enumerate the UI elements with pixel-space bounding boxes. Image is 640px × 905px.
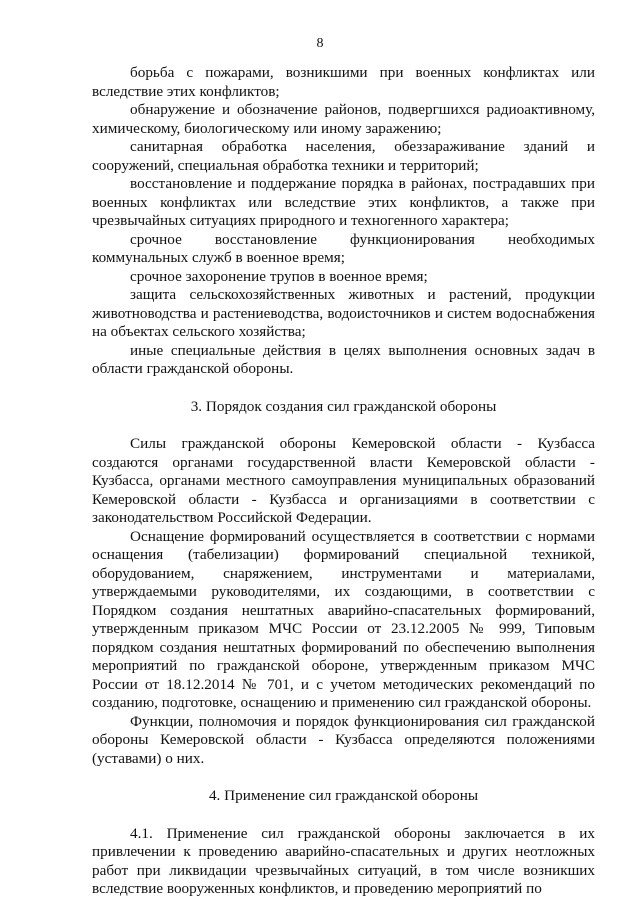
intro-list (92, 64, 595, 379)
section-4-paragraph: 4.1. Применение сил гражданской обороны заключается в их привлечении к проведению аварийно-спасательных и других неотложных работ при ликвидации чрезвычайных ситуаций, в том числе возникших вследствие вооруженных конфликтов, и проведению мероприятий по (92, 824, 595, 897)
section-3-paragraph: Оснащение формирований осуществляется в соответствии с нормами оснащения (табелизации) формирований специальной техникой, оборудованием, снаряжением, инструментами и материалами, утверждаемыми руководителями, их создающими, в соответствии с Порядком создания нештатных аварийно-спасательных формирований, утвержденным приказом МЧС России от 23.12.2005 № 999, Типовым порядком создания нештатных формирований по обеспечению выполнения мероприятий по гражданской обороне, утвержденным приказом МЧС России от 18.12.2014 № 701, и с учетом методических рекомендаций по созданию, подготовке, оснащению и применению сил гражданской обороны. (92, 527, 595, 711)
section-3-paragraph: Силы гражданской обороны Кемеровской области - Кузбасса создаются органами государственной власти Кемеровской области - Кузбасса, органами местного самоуправления муниципальных образований Кемеровской области - Кузбасса и организациями в соответствии с законодательством Российской Федерации. (92, 435, 595, 526)
section-3-heading: 3. Порядок создания сил гражданской обороны (190, 397, 497, 415)
section-4-heading: 4. Применение сил гражданской обороны (208, 787, 479, 804)
intro-paragraph: иные специальные действия в целях выполнения основных задач в области гражданской обороны. (92, 341, 595, 377)
section-3-paragraph: Функции, полномочия и порядок функционирования сил гражданской обороны Кемеровской области - Кузбасса определяются положениями (уставами) о них. (92, 712, 595, 767)
intro-paragraph: обнаружение и обозначение районов, подвергшихся радиоактивному, химическому, биологическому или иному заражению; (92, 101, 595, 137)
intro-paragraph: срочное захоронение трупов в военное время; (130, 267, 428, 285)
intro-paragraph: борьба с пожарами, возникшими при военных конфликтах или вследствие этих конфликтов; (92, 64, 595, 100)
intro-paragraph: защита сельскохозяйственных животных и растений, продукции животноводства и растениеводства, водоисточников и систем водоснабжения на объектах сельского хозяйства; (92, 286, 595, 340)
intro-paragraph: срочное восстановление функционирования необходимых коммунальных служб в военное время; (92, 230, 595, 266)
page-number: 8 (316, 36, 324, 51)
intro-paragraph: санитарная обработка населения, обеззараживание зданий и сооружений, специальная обработка техники и территорий; (92, 138, 595, 174)
intro-paragraph: восстановление и поддержание порядка в районах, пострадавших при военных конфликтах или вследствие этих конфликтов, а также при чрезвычайных ситуациях природного и техногенного характера; (92, 175, 595, 229)
document-body (92, 64, 595, 899)
